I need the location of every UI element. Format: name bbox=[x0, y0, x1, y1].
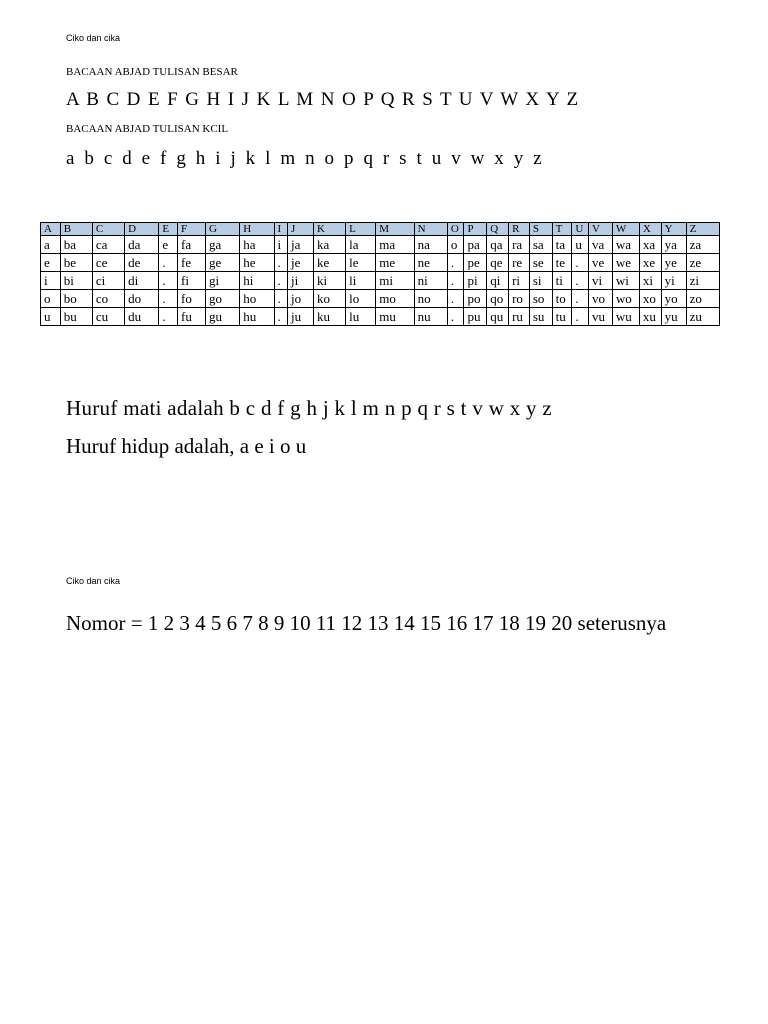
table-cell: ca bbox=[92, 236, 124, 254]
column-header: L bbox=[346, 223, 376, 236]
table-cell: yo bbox=[661, 290, 686, 308]
table-cell: zo bbox=[686, 290, 719, 308]
table-cell: xe bbox=[639, 254, 661, 272]
table-cell: ze bbox=[686, 254, 719, 272]
column-header: J bbox=[288, 223, 314, 236]
table-cell: ve bbox=[589, 254, 613, 272]
table-cell: fe bbox=[178, 254, 206, 272]
table-cell: yu bbox=[661, 308, 686, 326]
table-cell: ti bbox=[552, 272, 572, 290]
table-cell: we bbox=[612, 254, 639, 272]
table-cell: ge bbox=[206, 254, 240, 272]
table-row bbox=[41, 290, 720, 308]
table-cell: so bbox=[529, 290, 552, 308]
table-cell: xa bbox=[639, 236, 661, 254]
column-header: T bbox=[552, 223, 572, 236]
uppercase-alphabet: A B C D E F G H I J K L M N O P Q R S T U V W X Y Z bbox=[66, 89, 580, 110]
table-cell: ba bbox=[60, 236, 92, 254]
column-header: F bbox=[178, 223, 206, 236]
column-header: N bbox=[414, 223, 447, 236]
table-cell: ji bbox=[288, 272, 314, 290]
table-cell: te bbox=[552, 254, 572, 272]
table-cell: lu bbox=[346, 308, 376, 326]
table-cell: si bbox=[529, 272, 552, 290]
table-cell: tu bbox=[552, 308, 572, 326]
page-header-1: Ciko dan cika bbox=[66, 33, 121, 43]
table-cell: o bbox=[447, 236, 464, 254]
table-row bbox=[41, 236, 720, 254]
table-cell: ta bbox=[552, 236, 572, 254]
table-cell: xu bbox=[639, 308, 661, 326]
vowels-line: Huruf hidup adalah, a e i o u bbox=[66, 434, 307, 458]
table-cell: lo bbox=[346, 290, 376, 308]
table-cell: . bbox=[447, 254, 464, 272]
table-cell: di bbox=[125, 272, 159, 290]
table-cell: ne bbox=[414, 254, 447, 272]
table-cell: u bbox=[572, 236, 589, 254]
column-header: R bbox=[509, 223, 530, 236]
column-header: I bbox=[274, 223, 287, 236]
table-cell: a bbox=[41, 236, 61, 254]
column-header: K bbox=[313, 223, 345, 236]
table-cell: zi bbox=[686, 272, 719, 290]
table-cell: du bbox=[125, 308, 159, 326]
table-cell: pe bbox=[464, 254, 487, 272]
numbers-line: Nomor = 1 2 3 4 5 6 7 8 9 10 11 12 13 14 15 16 17 18 19 20 seterusnya bbox=[66, 611, 667, 635]
table-cell: qu bbox=[487, 308, 509, 326]
table-cell: za bbox=[686, 236, 719, 254]
table-cell: gu bbox=[206, 308, 240, 326]
table-cell: qa bbox=[487, 236, 509, 254]
table-cell: xi bbox=[639, 272, 661, 290]
table-header-row bbox=[41, 223, 720, 236]
column-header: S bbox=[529, 223, 552, 236]
column-header: H bbox=[240, 223, 274, 236]
lowercase-alphabet: a b c d e f g h i j k l m n o p q r s t u v w x y z bbox=[66, 148, 545, 169]
column-header: A bbox=[41, 223, 61, 236]
table-cell: li bbox=[346, 272, 376, 290]
table-cell: po bbox=[464, 290, 487, 308]
table-cell: no bbox=[414, 290, 447, 308]
column-header: B bbox=[60, 223, 92, 236]
table-cell: . bbox=[159, 308, 178, 326]
table-cell: qi bbox=[487, 272, 509, 290]
table-cell: mu bbox=[376, 308, 414, 326]
table-cell: xo bbox=[639, 290, 661, 308]
table-cell: su bbox=[529, 308, 552, 326]
table-cell: i bbox=[274, 236, 287, 254]
table-cell: hi bbox=[240, 272, 274, 290]
heading-uppercase: BACAAN ABJAD TULISAN BESAR bbox=[66, 66, 238, 78]
column-header: Q bbox=[487, 223, 509, 236]
column-header: O bbox=[447, 223, 464, 236]
column-header: V bbox=[589, 223, 613, 236]
column-header: C bbox=[92, 223, 124, 236]
table-cell: u bbox=[41, 308, 61, 326]
table-cell: jo bbox=[288, 290, 314, 308]
table-cell: mi bbox=[376, 272, 414, 290]
table-cell: pa bbox=[464, 236, 487, 254]
table-cell: wa bbox=[612, 236, 639, 254]
table-cell: . bbox=[572, 290, 589, 308]
column-header: Z bbox=[686, 223, 719, 236]
table-cell: je bbox=[288, 254, 314, 272]
table-cell: qe bbox=[487, 254, 509, 272]
table-cell: me bbox=[376, 254, 414, 272]
table-cell: ku bbox=[313, 308, 345, 326]
table-cell: fo bbox=[178, 290, 206, 308]
page-header-2: Ciko dan cika bbox=[66, 576, 121, 586]
table-cell: bo bbox=[60, 290, 92, 308]
table-cell: ma bbox=[376, 236, 414, 254]
table-row bbox=[41, 308, 720, 326]
table-cell: wi bbox=[612, 272, 639, 290]
table-cell: ja bbox=[288, 236, 314, 254]
table-cell: go bbox=[206, 290, 240, 308]
table-cell: ye bbox=[661, 254, 686, 272]
table-cell: vu bbox=[589, 308, 613, 326]
table-cell: pi bbox=[464, 272, 487, 290]
table-cell: ke bbox=[313, 254, 345, 272]
table-row bbox=[41, 254, 720, 272]
table-cell: . bbox=[159, 272, 178, 290]
heading-lowercase: BACAAN ABJAD TULISAN KCIL bbox=[66, 123, 229, 135]
table-cell: . bbox=[274, 254, 287, 272]
table-cell: ce bbox=[92, 254, 124, 272]
table-cell: . bbox=[572, 254, 589, 272]
table-cell: e bbox=[41, 254, 61, 272]
table-cell: bu bbox=[60, 308, 92, 326]
column-header: W bbox=[612, 223, 639, 236]
table-cell: cu bbox=[92, 308, 124, 326]
table-cell: . bbox=[572, 308, 589, 326]
column-header: X bbox=[639, 223, 661, 236]
table-row bbox=[41, 272, 720, 290]
table-cell: do bbox=[125, 290, 159, 308]
table-cell: . bbox=[274, 308, 287, 326]
table-cell: wu bbox=[612, 308, 639, 326]
table-cell: ju bbox=[288, 308, 314, 326]
table-cell: ra bbox=[509, 236, 530, 254]
table-cell: . bbox=[447, 272, 464, 290]
table-cell: o bbox=[41, 290, 61, 308]
table-cell: ya bbox=[661, 236, 686, 254]
table-cell: . bbox=[159, 254, 178, 272]
table-cell: ha bbox=[240, 236, 274, 254]
table-cell: va bbox=[589, 236, 613, 254]
table-cell: he bbox=[240, 254, 274, 272]
table-cell: vi bbox=[589, 272, 613, 290]
table-cell: ro bbox=[509, 290, 530, 308]
table-cell: bi bbox=[60, 272, 92, 290]
table-cell: ho bbox=[240, 290, 274, 308]
table-cell: zu bbox=[686, 308, 719, 326]
table-cell: mo bbox=[376, 290, 414, 308]
table-cell: sa bbox=[529, 236, 552, 254]
table-cell: fu bbox=[178, 308, 206, 326]
syllable-table bbox=[40, 222, 720, 326]
table-cell: hu bbox=[240, 308, 274, 326]
table-cell: ga bbox=[206, 236, 240, 254]
column-header: E bbox=[159, 223, 178, 236]
table-cell: vo bbox=[589, 290, 613, 308]
table-cell: . bbox=[447, 290, 464, 308]
table-cell: be bbox=[60, 254, 92, 272]
table-cell: . bbox=[572, 272, 589, 290]
table-cell: i bbox=[41, 272, 61, 290]
table-cell: gi bbox=[206, 272, 240, 290]
column-header: G bbox=[206, 223, 240, 236]
column-header: U bbox=[572, 223, 589, 236]
table-cell: pu bbox=[464, 308, 487, 326]
table-cell: qo bbox=[487, 290, 509, 308]
table-cell: le bbox=[346, 254, 376, 272]
table-cell: . bbox=[274, 272, 287, 290]
table-cell: se bbox=[529, 254, 552, 272]
table-cell: nu bbox=[414, 308, 447, 326]
table-cell: . bbox=[274, 290, 287, 308]
column-header: Y bbox=[661, 223, 686, 236]
table-cell: ko bbox=[313, 290, 345, 308]
table-cell: to bbox=[552, 290, 572, 308]
table-cell: . bbox=[159, 290, 178, 308]
table-cell: co bbox=[92, 290, 124, 308]
table-cell: yi bbox=[661, 272, 686, 290]
table-cell: . bbox=[447, 308, 464, 326]
table-cell: e bbox=[159, 236, 178, 254]
table-cell: ri bbox=[509, 272, 530, 290]
column-header: P bbox=[464, 223, 487, 236]
column-header: M bbox=[376, 223, 414, 236]
table-cell: wo bbox=[612, 290, 639, 308]
table-cell: fa bbox=[178, 236, 206, 254]
table-cell: ru bbox=[509, 308, 530, 326]
table-cell: fi bbox=[178, 272, 206, 290]
table-cell: ki bbox=[313, 272, 345, 290]
table-cell: de bbox=[125, 254, 159, 272]
table-cell: ka bbox=[313, 236, 345, 254]
table-cell: re bbox=[509, 254, 530, 272]
table-cell: na bbox=[414, 236, 447, 254]
table-cell: ni bbox=[414, 272, 447, 290]
table-cell: da bbox=[125, 236, 159, 254]
table-cell: ci bbox=[92, 272, 124, 290]
consonants-line: Huruf mati adalah b c d f g h j k l m n p q r s t v w x y z bbox=[66, 396, 553, 420]
table-cell: la bbox=[346, 236, 376, 254]
column-header: D bbox=[125, 223, 159, 236]
